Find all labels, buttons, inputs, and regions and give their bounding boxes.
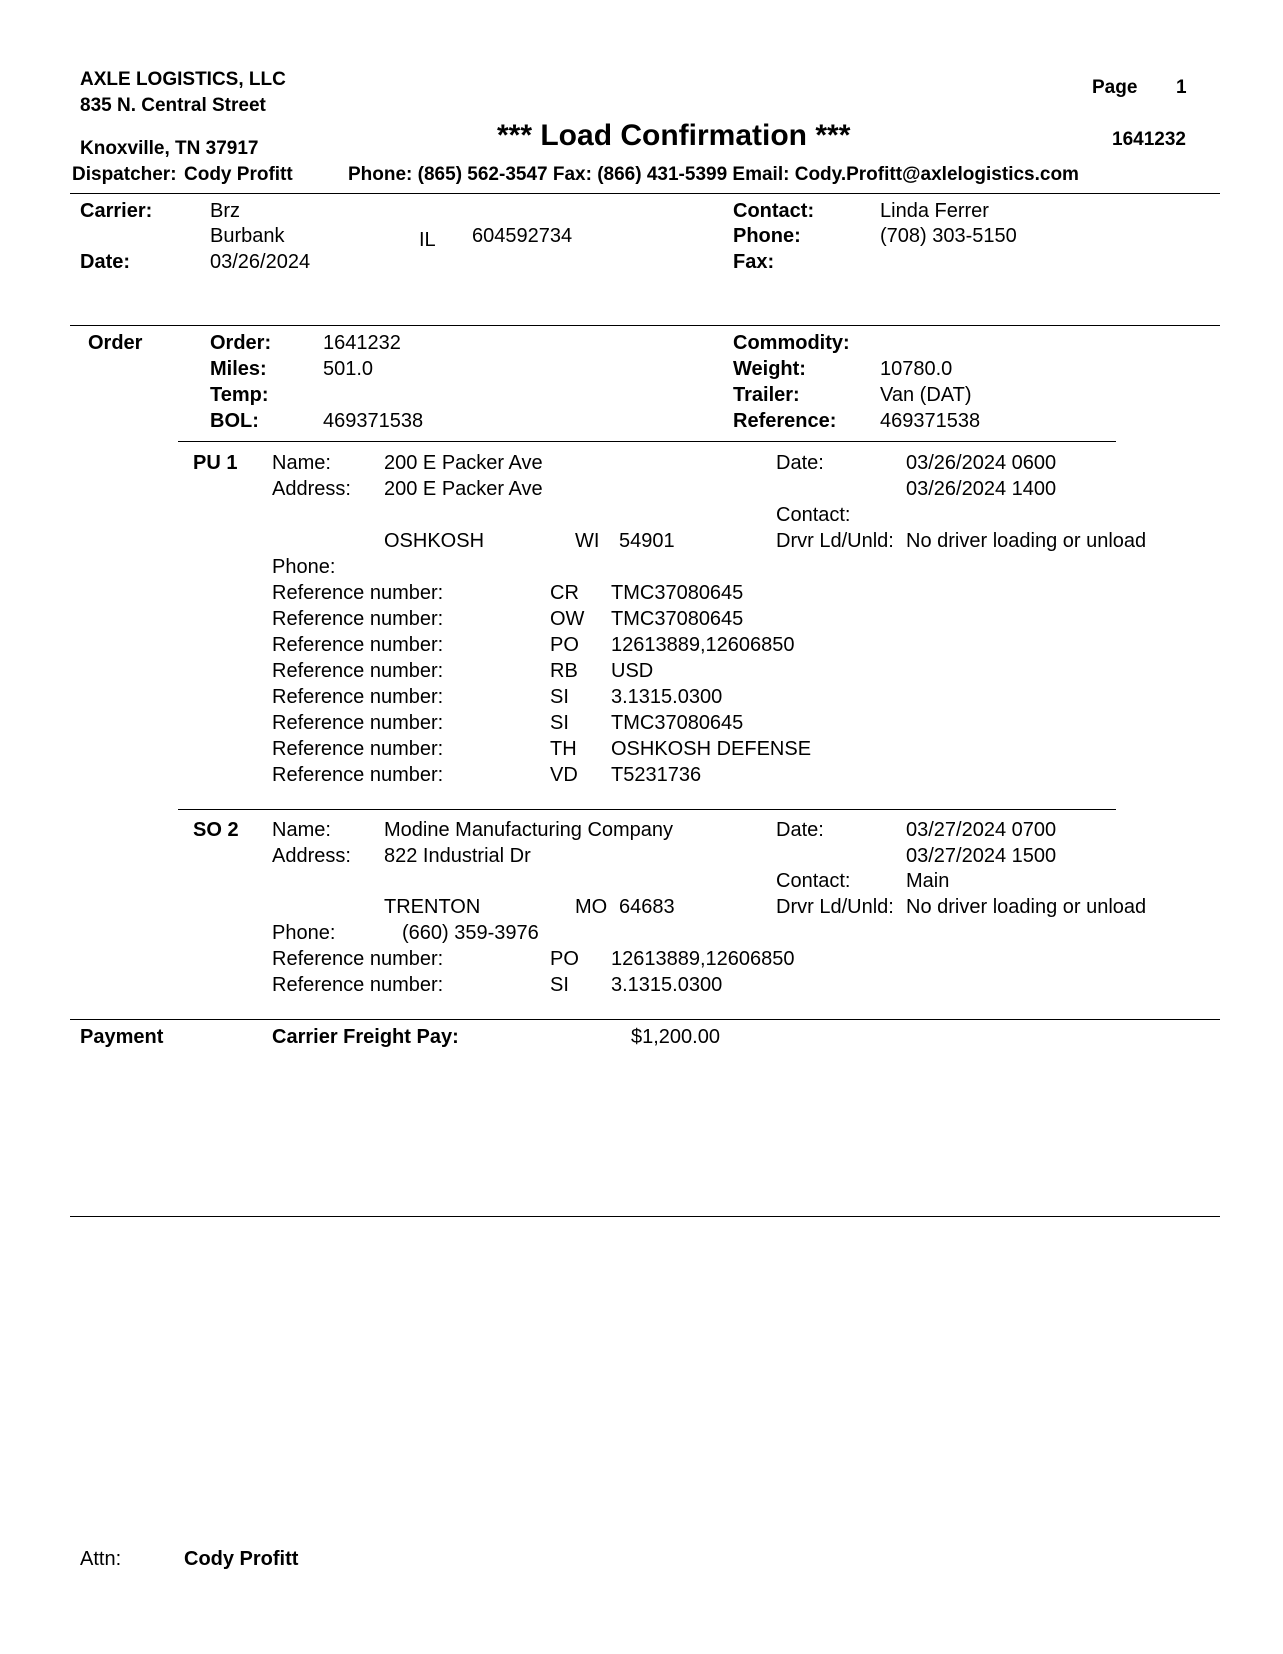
reference-value: 12613889,12606850 <box>611 634 795 656</box>
divider <box>70 325 1220 326</box>
stop-date-start: 03/26/2024 0600 <box>906 452 1057 474</box>
carrier-zip: 604592734 <box>472 225 573 247</box>
carrier-state: IL <box>419 229 436 251</box>
stop-drvr-label: Drvr Ld/Unld: <box>776 896 894 918</box>
stop-date-end: 03/27/2024 1500 <box>906 845 1057 867</box>
stop-address: 200 E Packer Ave <box>384 478 543 500</box>
reference-value: 469371538 <box>880 410 981 432</box>
attn-name: Cody Profitt <box>184 1548 299 1570</box>
miles-label: Miles: <box>210 358 267 380</box>
reference-code: CR <box>550 582 579 604</box>
stop-code: PU 1 <box>193 452 238 474</box>
company-name: AXLE LOGISTICS, LLC <box>80 69 286 90</box>
reference-number-label: Reference number: <box>272 608 444 630</box>
order-label: Order: <box>210 332 272 354</box>
carrier-date: 03/26/2024 <box>210 251 311 273</box>
carrier-name: Brz <box>210 200 240 222</box>
reference-number-label: Reference number: <box>272 948 444 970</box>
reference-code: OW <box>550 608 585 630</box>
reference-value: TMC37080645 <box>611 608 744 630</box>
reference-number-label: Reference number: <box>272 738 444 760</box>
reference-number-label: Reference number: <box>272 660 444 682</box>
divider <box>178 441 1116 442</box>
stop-date-start: 03/27/2024 0700 <box>906 819 1057 841</box>
reference-value: USD <box>611 660 654 682</box>
reference-value: 3.1315.0300 <box>611 974 723 996</box>
carrier-label: Carrier: <box>80 200 153 222</box>
temp-label: Temp: <box>210 384 269 406</box>
bol-value: 469371538 <box>323 410 424 432</box>
load-number: 1641232 <box>1112 129 1186 150</box>
stop-address-label: Address: <box>272 478 351 500</box>
stop-name-label: Name: <box>272 452 331 474</box>
carrier-city: Burbank <box>210 225 285 247</box>
reference-code: TH <box>550 738 577 760</box>
reference-number-label: Reference number: <box>272 634 444 656</box>
trailer-value: Van (DAT) <box>880 384 972 406</box>
reference-code: SI <box>550 686 569 708</box>
stop-drvr-label: Drvr Ld/Unld: <box>776 530 894 552</box>
stop-address: 822 Industrial Dr <box>384 845 531 867</box>
stop-address-label: Address: <box>272 845 351 867</box>
reference-code: VD <box>550 764 578 786</box>
reference-code: PO <box>550 634 579 656</box>
stop-contact-label: Contact: <box>776 504 851 526</box>
reference-value: OSHKOSH DEFENSE <box>611 738 812 760</box>
stop-state: MO <box>575 896 608 918</box>
freight-pay-amount: $1,200.00 <box>631 1026 720 1048</box>
reference-code: SI <box>550 712 569 734</box>
divider <box>70 1216 1220 1217</box>
divider <box>70 1019 1220 1020</box>
stop-date-label: Date: <box>776 452 824 474</box>
stop-contact-label: Contact: <box>776 870 851 892</box>
stop-state: WI <box>575 530 600 552</box>
reference-value: T5231736 <box>611 764 702 786</box>
stop-zip: 64683 <box>619 896 675 918</box>
stop-contact: Main <box>906 870 950 892</box>
reference-value: 12613889,12606850 <box>611 948 795 970</box>
page-number: 1 <box>1176 77 1187 98</box>
reference-code: SI <box>550 974 569 996</box>
divider <box>178 809 1116 810</box>
stop-drvr: No driver loading or unload <box>906 530 1147 552</box>
company-city: Knoxville, TN 37917 <box>80 138 259 159</box>
stop-name-label: Name: <box>272 819 331 841</box>
commodity-label: Commodity: <box>733 332 850 354</box>
reference-code: RB <box>550 660 578 682</box>
stop-drvr: No driver loading or unload <box>906 896 1147 918</box>
carrier-date-label: Date: <box>80 251 131 273</box>
company-street: 835 N. Central Street <box>80 95 266 116</box>
freight-pay-label: Carrier Freight Pay: <box>272 1026 459 1048</box>
reference-code: PO <box>550 948 579 970</box>
stop-name: Modine Manufacturing Company <box>384 819 674 841</box>
page-label: Page <box>1092 77 1138 98</box>
reference-number-label: Reference number: <box>272 764 444 786</box>
stop-phone-label: Phone: <box>272 922 336 944</box>
stop-city: OSHKOSH <box>384 530 485 552</box>
page-title: *** Load Confirmation *** <box>497 119 851 152</box>
reference-value: TMC37080645 <box>611 712 744 734</box>
dispatcher-name: Cody Profitt <box>184 164 293 185</box>
carrier-phone: (708) 303-5150 <box>880 225 1017 247</box>
bol-label: BOL: <box>210 410 259 432</box>
trailer-label: Trailer: <box>733 384 800 406</box>
reference-number-label: Reference number: <box>272 974 444 996</box>
reference-value: 3.1315.0300 <box>611 686 723 708</box>
dispatcher-contact-line: Phone: (865) 562-3547 Fax: (866) 431-5399 Email: Cody.Profitt@axlelogistics.com <box>348 164 1079 185</box>
stop-code: SO 2 <box>193 819 239 841</box>
miles-value: 501.0 <box>323 358 374 380</box>
order-section-label: Order <box>88 332 143 354</box>
weight-value: 10780.0 <box>880 358 953 380</box>
reference-value: TMC37080645 <box>611 582 744 604</box>
stop-city: TRENTON <box>384 896 481 918</box>
carrier-fax-label: Fax: <box>733 251 775 273</box>
stop-zip: 54901 <box>619 530 675 552</box>
carrier-contact-label: Contact: <box>733 200 815 222</box>
reference-number-label: Reference number: <box>272 686 444 708</box>
order-number: 1641232 <box>323 332 401 354</box>
stop-phone: (660) 359-3976 <box>402 922 539 944</box>
stop-phone-label: Phone: <box>272 556 336 578</box>
attn-label: Attn: <box>80 1548 122 1570</box>
reference-label: Reference: <box>733 410 837 432</box>
reference-number-label: Reference number: <box>272 712 444 734</box>
reference-number-label: Reference number: <box>272 582 444 604</box>
stop-name: 200 E Packer Ave <box>384 452 543 474</box>
stop-date-end: 03/26/2024 1400 <box>906 478 1057 500</box>
carrier-phone-label: Phone: <box>733 225 801 247</box>
divider <box>70 193 1220 194</box>
payment-section-label: Payment <box>80 1026 164 1048</box>
stop-date-label: Date: <box>776 819 824 841</box>
carrier-contact: Linda Ferrer <box>880 200 989 222</box>
dispatcher-label: Dispatcher: <box>72 164 177 185</box>
weight-label: Weight: <box>733 358 806 380</box>
